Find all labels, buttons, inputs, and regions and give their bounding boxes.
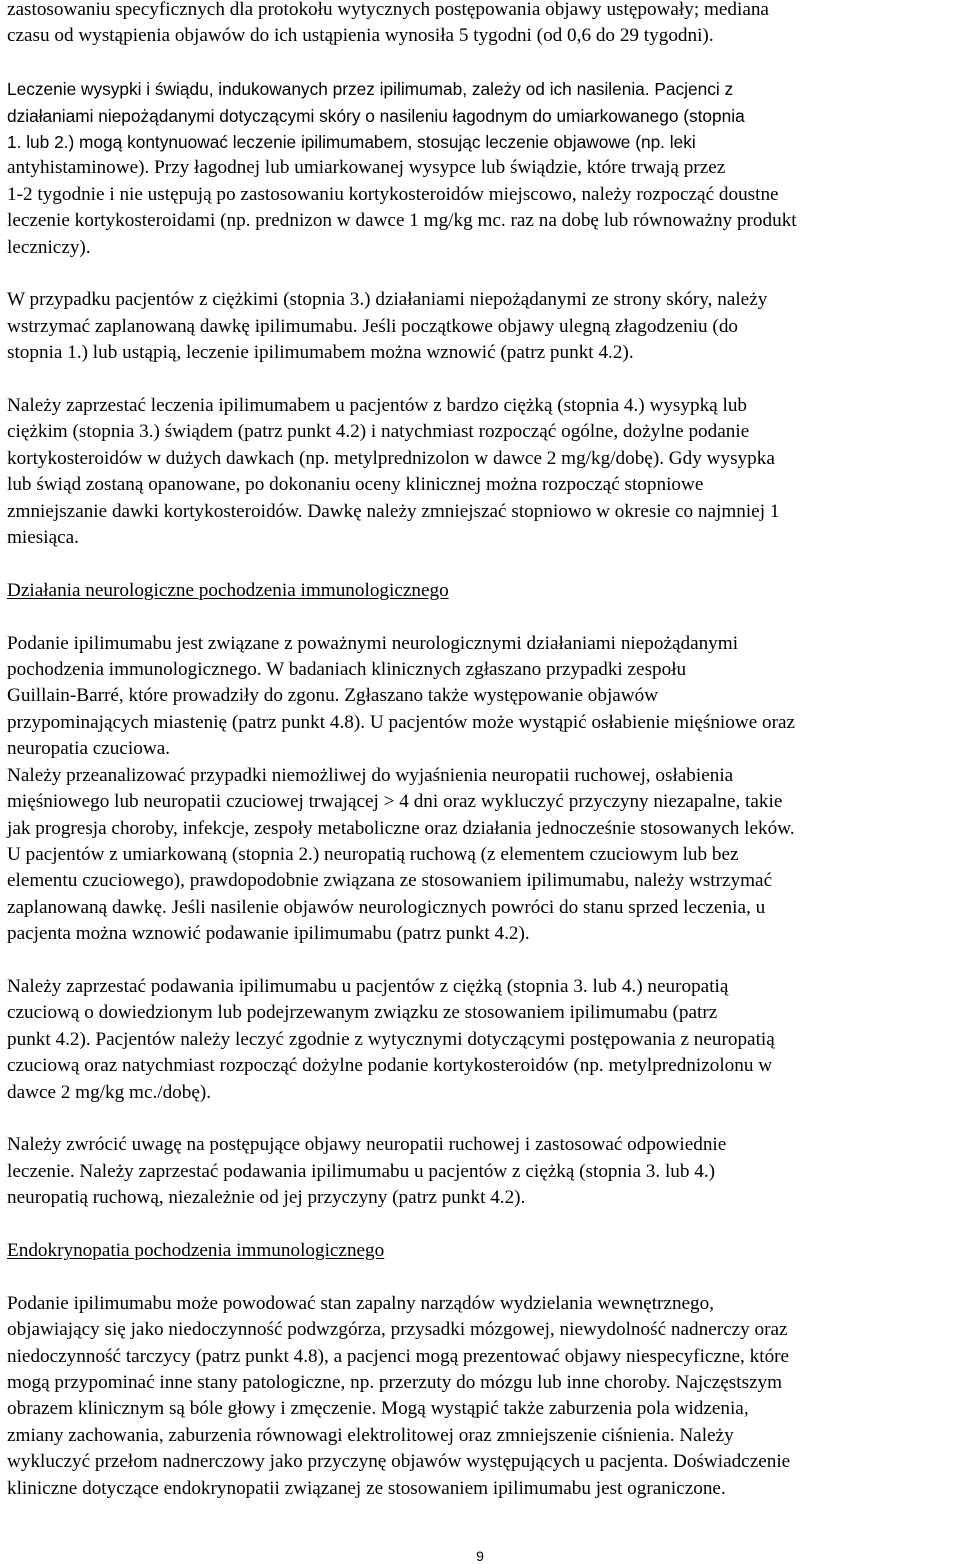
text-line: zastosowaniu specyficznych dla protokołu wytycznych postępowania objawy ustępowały; mediana xyxy=(7,0,769,20)
page-number: 9 xyxy=(476,1548,484,1564)
text-line: leczenie. Należy zaprzestać podawania ipilimumabu u pacjentów z ciężką (stopnia 3. lub 4.) xyxy=(7,1160,716,1182)
text-line: czasu od wystąpienia objawów do ich ustąpienia wynosiła 5 tygodni (od 0,6 do 29 tygodni). xyxy=(7,25,714,47)
text-line: Należy zaprzestać leczenia ipilimumabem u pacjentów z bardzo ciężką (stopnia 4.) wysypką lub xyxy=(7,395,748,417)
text-line: punkt 4.2). Pacjentów należy leczyć zgodnie z wytycznymi dotyczącymi postępowania z neuropatią xyxy=(7,1028,775,1050)
text-line: elementu czuciowego), prawdopodobnie związana ze stosowaniem ipilimumabu, należy wstrzymać xyxy=(7,870,773,892)
text-line: obrazem klinicznym są bóle głowy i zmęczenie. Mogą wystąpić także zaburzenia pola widzenia, xyxy=(7,1398,749,1420)
paragraph-motor-neuropathy xyxy=(7,1132,952,1211)
text-line: W przypadku pacjentów z ciężkimi (stopnia 3.) działaniami niepożądanymi ze strony skóry, należy xyxy=(7,289,768,311)
text-line: Podanie ipilimumabu jest związane z poważnymi neurologicznymi działaniami niepożądanymi xyxy=(7,632,739,654)
text-line: Leczenie wysypki i świądu, indukowanych przez ipilimumab, zależy od ich nasilenia. Pacjenci z xyxy=(7,79,734,100)
text-line: objawiający się jako niedoczynność podwzgórza, przysadki mózgowej, niewydolność nadnerczy oraz xyxy=(7,1319,788,1341)
text-line: Podanie ipilimumabu może powodować stan zapalny narządów wydzielania wewnętrznego, xyxy=(7,1292,715,1314)
text-line: kliniczne dotyczące endokrynopatii związanej ze stosowaniem ipilimumabu jest ograniczone. xyxy=(7,1477,726,1499)
text-line: działaniami niepożądanymi dotyczącymi skóry o nasileniu łagodnym do umiarkowanego (stopnia xyxy=(7,105,745,126)
text-line: U pacjentów z umiarkowaną (stopnia 2.) neuropatią ruchową (z elementem czuciowym lub bez xyxy=(7,843,739,865)
section-heading-endocrinopathy: Endokrynopatia pochodzenia immunologicznego xyxy=(7,1239,385,1261)
text-line: niedoczynność tarczycy (patrz punkt 4.8), a pacjenci mogą prezentować objawy niespecyficzne, które xyxy=(7,1345,790,1367)
text-line: leczniczy). xyxy=(7,236,91,258)
text-line: neuropatia czuciowa. xyxy=(7,738,171,760)
text-line: Należy przeanalizować przypadki niemożliwej do wyjaśnienia neuropatii ruchowej, osłabienia xyxy=(7,764,734,786)
text-line: zaplanowaną dawkę. Jeśli nasilenie objawów neurologicznych powróci do stanu sprzed leczenia, u xyxy=(7,896,766,918)
document-page xyxy=(7,0,952,1502)
text-line: czuciową oraz natychmiast rozpocząć dożylne podanie kortykosteroidów (np. metylprednizolonu w xyxy=(7,1055,773,1077)
text-line: wykluczyć przełom nadnerczowy jako przyczynę objawów występujących u pacjenta. Doświadczenie xyxy=(7,1451,791,1473)
text-line: Należy zaprzestać podawania ipilimumabu u pacjentów z ciężką (stopnia 3. lub 4.) neuropatią xyxy=(7,975,729,997)
text-line: czuciową o dowiedzionym lub podejrzewanym związku ze stosowaniem ipilimumabu (patrz xyxy=(7,1002,718,1024)
text-line: stopnia 1.) lub ustąpią, leczenie ipilimumabem można wznowić (patrz punkt 4.2). xyxy=(7,342,634,364)
text-line: pochodzenia immunologicznego. W badaniach klinicznych zgłaszano przypadki zespołu xyxy=(7,659,687,681)
text-line: neuropatią ruchową, niezależnie od jej przyczyny (patrz punkt 4.2). xyxy=(7,1187,526,1209)
paragraph-endocrinopathy xyxy=(7,1291,952,1502)
text-line: zmniejszanie dawki kortykosteroidów. Dawkę należy zmniejszać stopniowo w okresie co najmniej 1 xyxy=(7,500,780,522)
paragraph-severe-skin-reactions xyxy=(7,287,952,366)
text-line: przypominających miastenię (patrz punkt 4.8). U pacjentów może wystąpić osłabienie mięśniowe oraz xyxy=(7,711,796,733)
text-line: jak progresja choroby, infekcje, zespoły metaboliczne oraz działania jednocześnie stosowanych leków. xyxy=(7,817,795,839)
text-line: antyhistaminowe). Przy łagodnej lub umiarkowanej wysypce lub świądzie, które trwają przez xyxy=(7,157,726,179)
text-line: wstrzymać zaplanowaną dawkę ipilimumabu. Jeśli początkowe objawy ulegną złagodzeniu (do xyxy=(7,315,739,337)
text-line: mogą przypominać inne stany patologiczne, np. przerzuty do mózgu lub inne choroby. Najczęstszym xyxy=(7,1371,783,1393)
text-line: miesiąca. xyxy=(7,527,79,549)
text-line: 1. lub 2.) mogą kontynuować leczenie ipilimumabem, stosując leczenie objawowe (np. leki xyxy=(7,132,696,153)
text-line: lub świąd zostaną opanowane, po dokonaniu oceny klinicznej można rozpocząć stopniowe xyxy=(7,474,704,496)
text-line: pacjenta można wznowić podawanie ipilimumabu (patrz punkt 4.2). xyxy=(7,923,530,945)
text-line: mięśniowego lub neuropatii czuciowej trwającej > 4 dni oraz wykluczyć przyczyny niezapalne, takie xyxy=(7,791,783,813)
paragraph-sensory-neuropathy xyxy=(7,974,952,1106)
text-line: ciężkim (stopnia 3.) świądem (patrz punkt 4.2) i natychmiast rozpocząć ogólne, dożylne podanie xyxy=(7,421,750,443)
paragraph-symptom-resolution xyxy=(7,0,952,50)
paragraph-discontinuation-rash xyxy=(7,393,952,551)
text-line: kortykosteroidów w dużych dawkach (np. metylprednizolon w dawce 2 mg/kg/dobę). Gdy wysypka xyxy=(7,447,775,469)
text-line: dawce 2 mg/kg mc./dobę). xyxy=(7,1081,212,1103)
text-line: Należy zwrócić uwagę na postępujące objawy neuropatii ruchowej i zastosować odpowiednie xyxy=(7,1134,727,1156)
section-heading-neurological: Działania neurologiczne pochodzenia immunologicznego xyxy=(7,579,449,601)
text-line: 1-2 tygodnie i nie ustępują po zastosowaniu kortykosteroidów miejscowo, należy rozpocząć doustne xyxy=(7,183,779,205)
text-line: zmiany zachowania, zaburzenia równowagi elektrolitowej oraz zmniejszenie ciśnienia. Należy xyxy=(7,1424,734,1446)
paragraph-neurological-effects xyxy=(7,631,952,948)
text-line: Guillain-Barré, które prowadziły do zgonu. Zgłaszano także występowanie objawów xyxy=(7,685,659,707)
paragraph-rash-treatment xyxy=(7,76,952,261)
text-line: leczenie kortykosteroidami (np. prednizon w dawce 1 mg/kg mc. raz na dobę lub równoważny produkt xyxy=(7,210,797,232)
